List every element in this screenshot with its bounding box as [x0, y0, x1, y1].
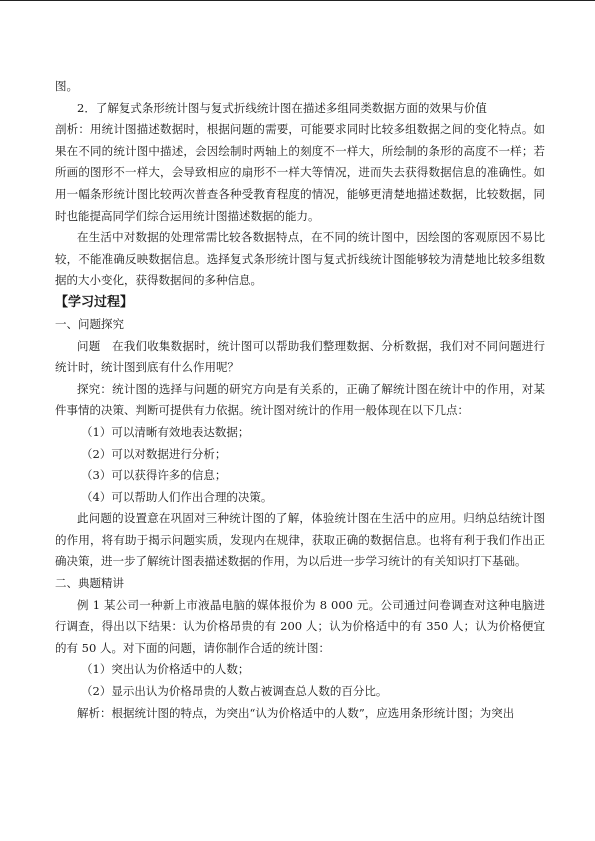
- list-item: （2）显示出认为价格昂贵的人数占被调查总人数的百分比。: [81, 684, 388, 699]
- purpose-paragraph: 此问题的设置意在巩固对三种统计图的了解，体验统计图在生活中的应用。归纳总结统计图的作用，将有助于揭示问题实质，发现内在规律，获取正确的数据信息。也将有利于我们作出正确决策，进一步了解统计图表描述数据的作用，为以后进一步学习统计的有关知识打下基础。: [55, 511, 545, 569]
- document-page: [55, 76, 545, 724]
- list-item: （1）可以清晰有效地表达数据；: [81, 424, 250, 439]
- header-rule: [0, 0, 595, 1]
- section-heading-learning-process: 【学习过程】: [55, 294, 134, 310]
- solution-paragraph: 解析：根据统计图的特点，为突出“认为价格适中的人数”，应选用条形统计图；为突出: [77, 705, 515, 720]
- paragraph-continuation: 图。: [55, 79, 78, 93]
- question-paragraph: 问题 在我们收集数据时，统计图可以帮助我们整理数据、分析数据，我们对不同问题进行统计时，统计图到底有什么作用呢？: [55, 338, 545, 375]
- objective-2: 2．了解复式条形统计图与复式折线统计图在描述多组同类数据方面的效果与价值: [77, 100, 487, 115]
- subheading-problem-exploration: 一、问题探究: [55, 316, 124, 331]
- example-1-paragraph: 例 1 某公司一种新上市液晶电脑的媒体报价为 8 000 元。公司通过问卷调查对这种电脑进行调查，得出以下结果：认为价格昂贵的有 200 人；认为价格适中的有 350 人；认为价格便宜的有 50 人。对下面的问题，请你制作合适的统计图：: [55, 597, 545, 655]
- list-item: （1）突出认为价格适中的人数；: [81, 662, 250, 677]
- list-item: （2）可以对数据进行分析；: [81, 446, 227, 461]
- summary-paragraph: 在生活中对数据的处理常需比较各数据特点，在不同的统计图中，因绘图的客观原因不易比较，不能准确反映数据信息。选择复式条形统计图与复式折线统计图能够较为清楚地比较多组数据的大小变化，获得数据间的多种信息。: [55, 230, 545, 288]
- list-item: （4）可以帮助人们作出合理的决策。: [81, 489, 273, 504]
- list-item: （3）可以获得许多的信息；: [81, 468, 227, 483]
- exploration-paragraph: 探究：统计图的选择与问题的研究方向是有关系的，正确了解统计图在统计中的作用，对某件事情的决策、判断可提供有力依据。统计图对统计的作用一般体现在以下几点：: [55, 381, 545, 418]
- analysis-paragraph: 剖析：用统计图描述数据时，根据问题的需要，可能要求同时比较多组数据之间的变化特点。如果在不同的统计图中描述，会因绘制时两轴上的刻度不一样大，所绘制的条形的高度不一样；若所画的图形不一样大，会导致相应的扇形不一样大等情况，进而失去获得数据信息的准确性。如用一幅条形统计图比较两次普查各种受教育程度的情况，能够更清楚地描述数据，比较数据，同时也能提高同学们综合运用统计图描述数据的能力。: [55, 122, 545, 223]
- subheading-typical-examples: 二、典题精讲: [55, 576, 124, 591]
